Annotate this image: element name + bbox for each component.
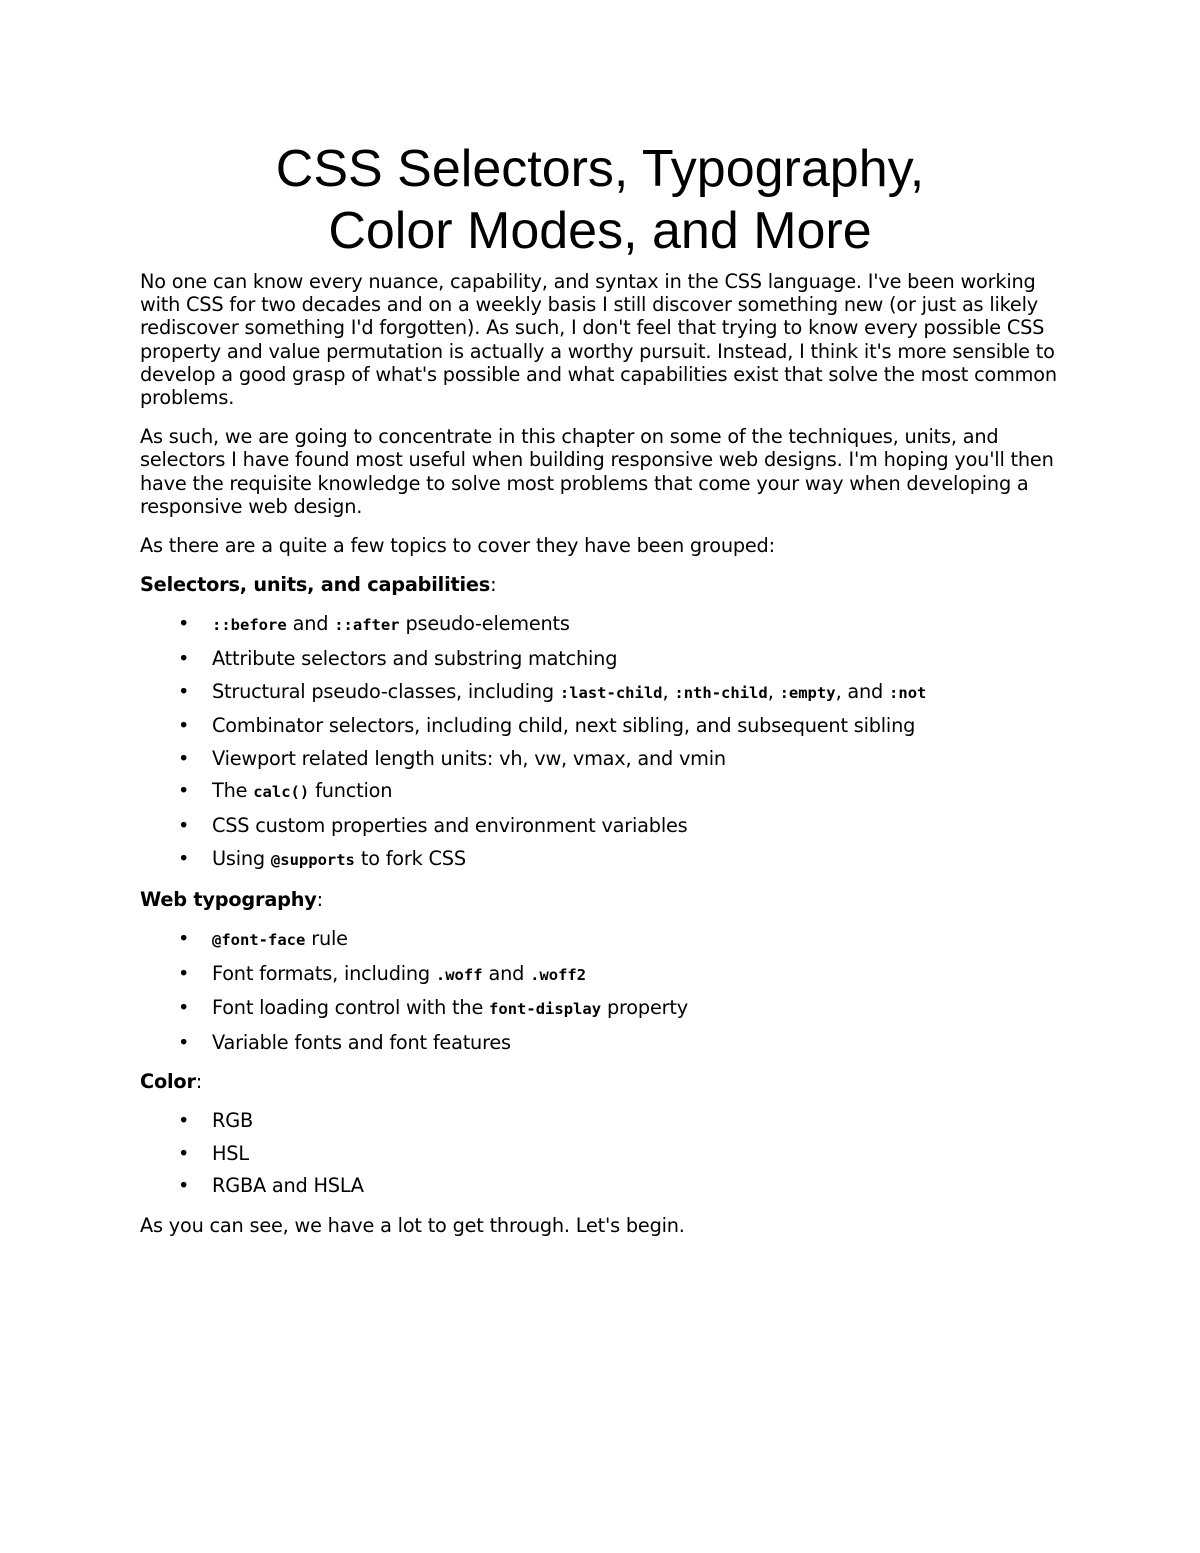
list-item-text: The: [212, 779, 254, 803]
title-line-1: CSS Selectors, Typography,: [275, 140, 925, 198]
list-item: [140, 1109, 1060, 1132]
bullet-icon: •: [178, 996, 190, 1020]
inline-code: :last-child: [559, 683, 663, 702]
list-item-text: Using: [212, 846, 271, 870]
list-item: [140, 962, 1060, 987]
section-heading-colon: :: [316, 887, 323, 911]
bullet-icon: •: [178, 1030, 190, 1054]
list-item-text: ,: [767, 679, 780, 703]
bullet-icon: •: [178, 679, 190, 703]
document-page: [140, 138, 1060, 1253]
list-item-text: function: [309, 779, 393, 803]
section-heading: [140, 888, 1060, 911]
list-item-text: RGBA and HSLA: [212, 1174, 364, 1198]
bullet-icon: •: [178, 612, 190, 636]
list-item-text: ,: [662, 679, 675, 703]
list-item: [140, 1031, 1060, 1054]
bullet-list: [140, 612, 1060, 871]
bullet-icon: •: [178, 846, 190, 870]
bullet-list: [140, 1109, 1060, 1197]
inline-code: :nth-child: [674, 683, 768, 702]
list-item-text: property: [601, 996, 688, 1020]
list-item: [140, 847, 1060, 872]
intro-paragraph-3: As there are a quite a few topics to cover they have been grouped:: [140, 534, 775, 558]
inline-code: ::after: [334, 616, 400, 635]
list-item-text: and: [286, 612, 335, 636]
bullet-icon: •: [178, 927, 190, 950]
inline-code: font-display: [489, 1000, 602, 1019]
closing-paragraph: As you can see, we have a lot to get through. Let's begin.: [140, 1213, 685, 1237]
bullet-icon: •: [178, 647, 190, 671]
list-item: [140, 927, 1060, 952]
bullet-icon: •: [178, 1174, 190, 1198]
inline-code: @supports: [270, 850, 355, 869]
inline-code: @font-face: [212, 931, 306, 949]
section-heading-colon: :: [490, 573, 497, 597]
section-heading-label: Web typography: [140, 887, 317, 911]
inline-code: ::before: [212, 616, 287, 635]
list-item: [140, 680, 1060, 705]
intro-paragraph-2: As such, we are going to concentrate in this chapter on some of the techniques, units, and selectors I have found most useful when building responsive web designs. I'm hoping you'll then have the requisite knowledge to solve most problems that come your way when developing a responsive web design.: [140, 425, 1054, 518]
topic-sections: [140, 573, 1060, 1197]
inline-code: :not: [889, 683, 927, 702]
section-heading-label: Selectors, units, and capabilities: [140, 573, 491, 597]
list-item: [140, 647, 1060, 670]
bullet-icon: •: [178, 814, 190, 837]
list-item-text: and: [482, 961, 531, 985]
bullet-list: [140, 927, 1060, 1054]
inline-code: :empty: [779, 683, 836, 702]
list-item-text: Structural pseudo-classes, including: [212, 679, 560, 703]
section-heading-label: Color: [140, 1069, 196, 1093]
title-line-2: Color Modes, and More: [328, 202, 872, 260]
bullet-icon: •: [178, 746, 190, 770]
inline-code: .woff2: [530, 965, 587, 984]
list-item-text: rule: [305, 927, 348, 950]
bullet-icon: •: [178, 714, 190, 738]
bullet-icon: •: [178, 779, 190, 803]
inline-code: .woff: [435, 965, 483, 984]
section-heading: [140, 1070, 1060, 1093]
list-item-text: CSS custom properties and environment variables: [212, 814, 688, 837]
section-heading-colon: :: [195, 1069, 203, 1093]
list-item-text: RGB: [212, 1109, 253, 1133]
list-item-text: , and: [835, 679, 890, 703]
list-item-text: Viewport related length units: vh, vw, vmax, and vmin: [212, 746, 726, 770]
list-item: [140, 996, 1060, 1021]
list-item-text: HSL: [212, 1141, 249, 1165]
list-item: [140, 714, 1060, 737]
list-item: [140, 1174, 1060, 1197]
list-item-text: Variable fonts and font features: [212, 1030, 511, 1054]
list-item-text: Attribute selectors and substring matching: [212, 647, 618, 671]
list-item: [140, 1142, 1060, 1165]
bullet-icon: •: [178, 1141, 190, 1165]
list-item-text: Combinator selectors, including child, next sibling, and subsequent sibling: [212, 714, 916, 738]
inline-code: calc(): [253, 783, 310, 802]
bullet-icon: •: [178, 961, 190, 985]
list-item: [140, 612, 1060, 637]
list-item-text: to fork CSS: [354, 846, 466, 870]
list-item: [140, 747, 1060, 770]
intro-paragraph-1: No one can know every nuance, capability, and syntax in the CSS language. I've been working with CSS for two decades and on a weekly basis I still discover something new (or just as likely rediscover something I'd forgotten). As such, I don't feel that trying to know every possible CSS property and value permutation is actually a worthy pursuit. Instead, I think it's more sensible to develop a good grasp of what's possible and what capabilities exist that solve the most common problems.: [140, 270, 1057, 410]
list-item-text: Font formats, including: [212, 961, 436, 985]
list-item-text: Font loading control with the: [212, 996, 490, 1020]
list-item: [140, 814, 1060, 837]
section-heading: [140, 573, 1060, 596]
list-item: [140, 779, 1060, 804]
page-title: [140, 138, 1060, 262]
bullet-icon: •: [178, 1109, 190, 1133]
list-item-text: pseudo-elements: [399, 612, 570, 636]
